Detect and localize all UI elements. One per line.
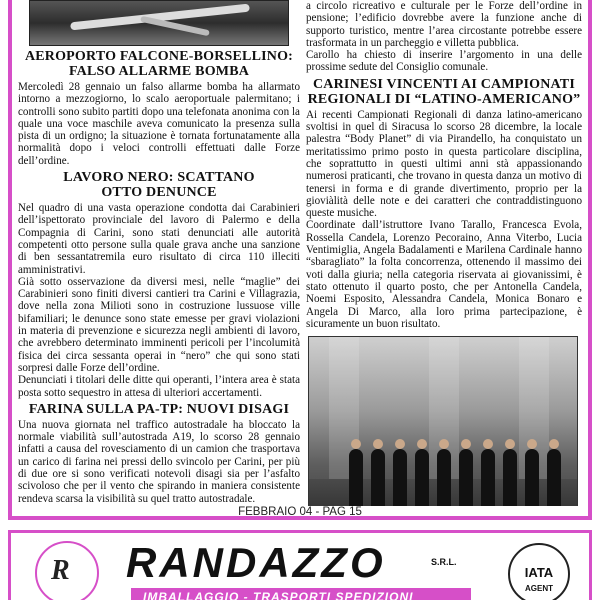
article3-paragraph: Una nuova giornata nel traffico autostradale ha bloccato la normale viabilità sull’autostrada A19, lo scorso 28 gennaio infatti a causa del rovesciamento di un camion che trasportava un carico di farina nei pressi dello svincolo per Carini, per più di due ore si sono verificati notevoli disagi sia per l’asfalto scivoloso che per il vento che spirando in maniera consistente rendeva scarsa la visibilità su quel tratto autostradale. — [18, 418, 300, 505]
iata-sub-label: AGENT — [525, 584, 553, 593]
randazzo-advertisement — [8, 530, 592, 600]
airport-photo — [29, 0, 289, 46]
article2-title-line2: OTTO DENUNCE — [101, 185, 217, 201]
article4-headline — [306, 77, 582, 107]
article4-title-line1: CARINESI VINCENTI AI CAMPIONATI — [312, 76, 575, 92]
continued-paragraph: Carollo ha chiesto di inserire l’argomento in una delle prossime sedute del Consiglio comunale. — [306, 49, 582, 74]
article2-title-line1: LAVORO NERO: SCATTANO — [63, 170, 255, 186]
article4-paragraph: Ai recenti Campionati Regionali di danza latino-americano svoltisi in quel di Siracusa lo scorso 28 dicembre, la locale palestra “Body Planet” di via Pirandello, ha conquistato un meritatissimo primo posto in questa particolare disciplina, che soprattutto in questi ultimi anni stà appassionando numerosi praticanti, che trovano in questa danza un motivo di tenersi in forma e di grande divertimento, proprio per la gioviàlità delle note e dei caratteri che contraddistinguono queste musiche. — [306, 108, 582, 220]
article2-paragraph: Già sotto osservazione da diversi mesi, nelle “maglie” dei Carabinieri sono finiti diversi cantieri tra Carini e Villagrazia, dove nella zona Milioti sono in costruzione lussuose ville bifamiliari; le denunce sono state emesse per gravi violazioni in materia di prevenzione e sicurezza negli ambienti di lavoro, che avrebbero determinato imminenti pericoli per l’incolumità fisica dei circa sessanta operai in “nero” che qui sono stati sorpresi dalle Forze dell’ordine. — [18, 275, 300, 374]
company-tagline: IMBALLAGGIO - TRASPORTI SPEDIZIONI — [131, 588, 471, 600]
article4-paragraph: Coordinate dall’istruttore Ivano Tarallo, Francesca Evola, Rossella Candela, Lorenzo Pecoraino, Anna Viterbo, Lucia Ventimiglia, Angela Badalamenti e Marilena Cardinale hanno “sbaragliato” la folta concorrenza, ottenendo il massimo dei voti dalla giuria; nella categoria riservata ai giovanissimi, è stato ottenuto il quarto posto, che per Antonella Candela, Noemi Esposito, Alessandra Candela, Monica Bonaro e Angela Di Marco, alla loro prima partecipazione, è sicuramente un buon risultato. — [306, 219, 582, 330]
article2-paragraph: Denunciati i titolari delle ditte qui operanti, l’intera area è stata posta sotto sequestro in attesa di ulteriori accertamenti. — [18, 374, 300, 399]
iata-badge-icon — [508, 543, 570, 600]
logo-letter: R — [51, 555, 70, 586]
dance-team-photo — [308, 336, 578, 506]
continued-paragraph: a circolo ricreativo e culturale per le Forze dell’ordine in pensione; l’edificio dovrebbe avere la funzione anche di supporto turistico, mentre l’area circostante potrebbe essere trasformata in un parcheggio e villetta pubblica. — [306, 0, 582, 49]
article3-title: FARINA SULLA PA-TP: NUOVI DISAGI — [28, 401, 290, 417]
article4-title-line2: REGIONALI DI “LATINO-AMERICANO” — [307, 91, 581, 107]
article1-title-line2: FALSO ALLARME BOMBA — [68, 64, 250, 79]
page-number: FEBBRAIO 04 - PAG 15 — [238, 506, 362, 518]
article3-headline — [18, 402, 300, 417]
article1-title-line1: AEROPORTO FALCONE-BORSELLINO: — [24, 49, 294, 64]
company-suffix: S.R.L. — [431, 557, 457, 567]
company-name: RANDAZZO — [126, 539, 386, 586]
iata-label: IATA — [524, 565, 554, 580]
article2-headline — [18, 170, 300, 200]
article1-body: Mercoledì 28 gennaio un falso allarme bomba ha allarmato intorno a mezzogiorno, lo scalo aeroportuale palermitano; i controlli sono subito partiti dopo una telefonata anonima con la quale una voce maschile aveva comunicato la presenza sulla pista di un ordigno; la situazione è tornata fortunatamente alla normalità dopo i veloci controlli effettuati dalle Forze dell’ordine. — [18, 81, 300, 167]
left-column — [18, 0, 300, 506]
right-column — [306, 0, 582, 506]
globe-logo-icon — [35, 541, 99, 600]
article1-headline — [18, 49, 300, 79]
article2-paragraph: Nel quadro di una vasta operazione condotta dai Carabinieri dell’ispettorato provinciale del lavoro di Palermo e della Compagnia di Carini, sono stati denunciati alle autorità competenti otto persone sulla quale grava anche una sanzione di ben sessantatremila euro risultato di circa 110 illeciti amministrativi. — [18, 202, 300, 276]
